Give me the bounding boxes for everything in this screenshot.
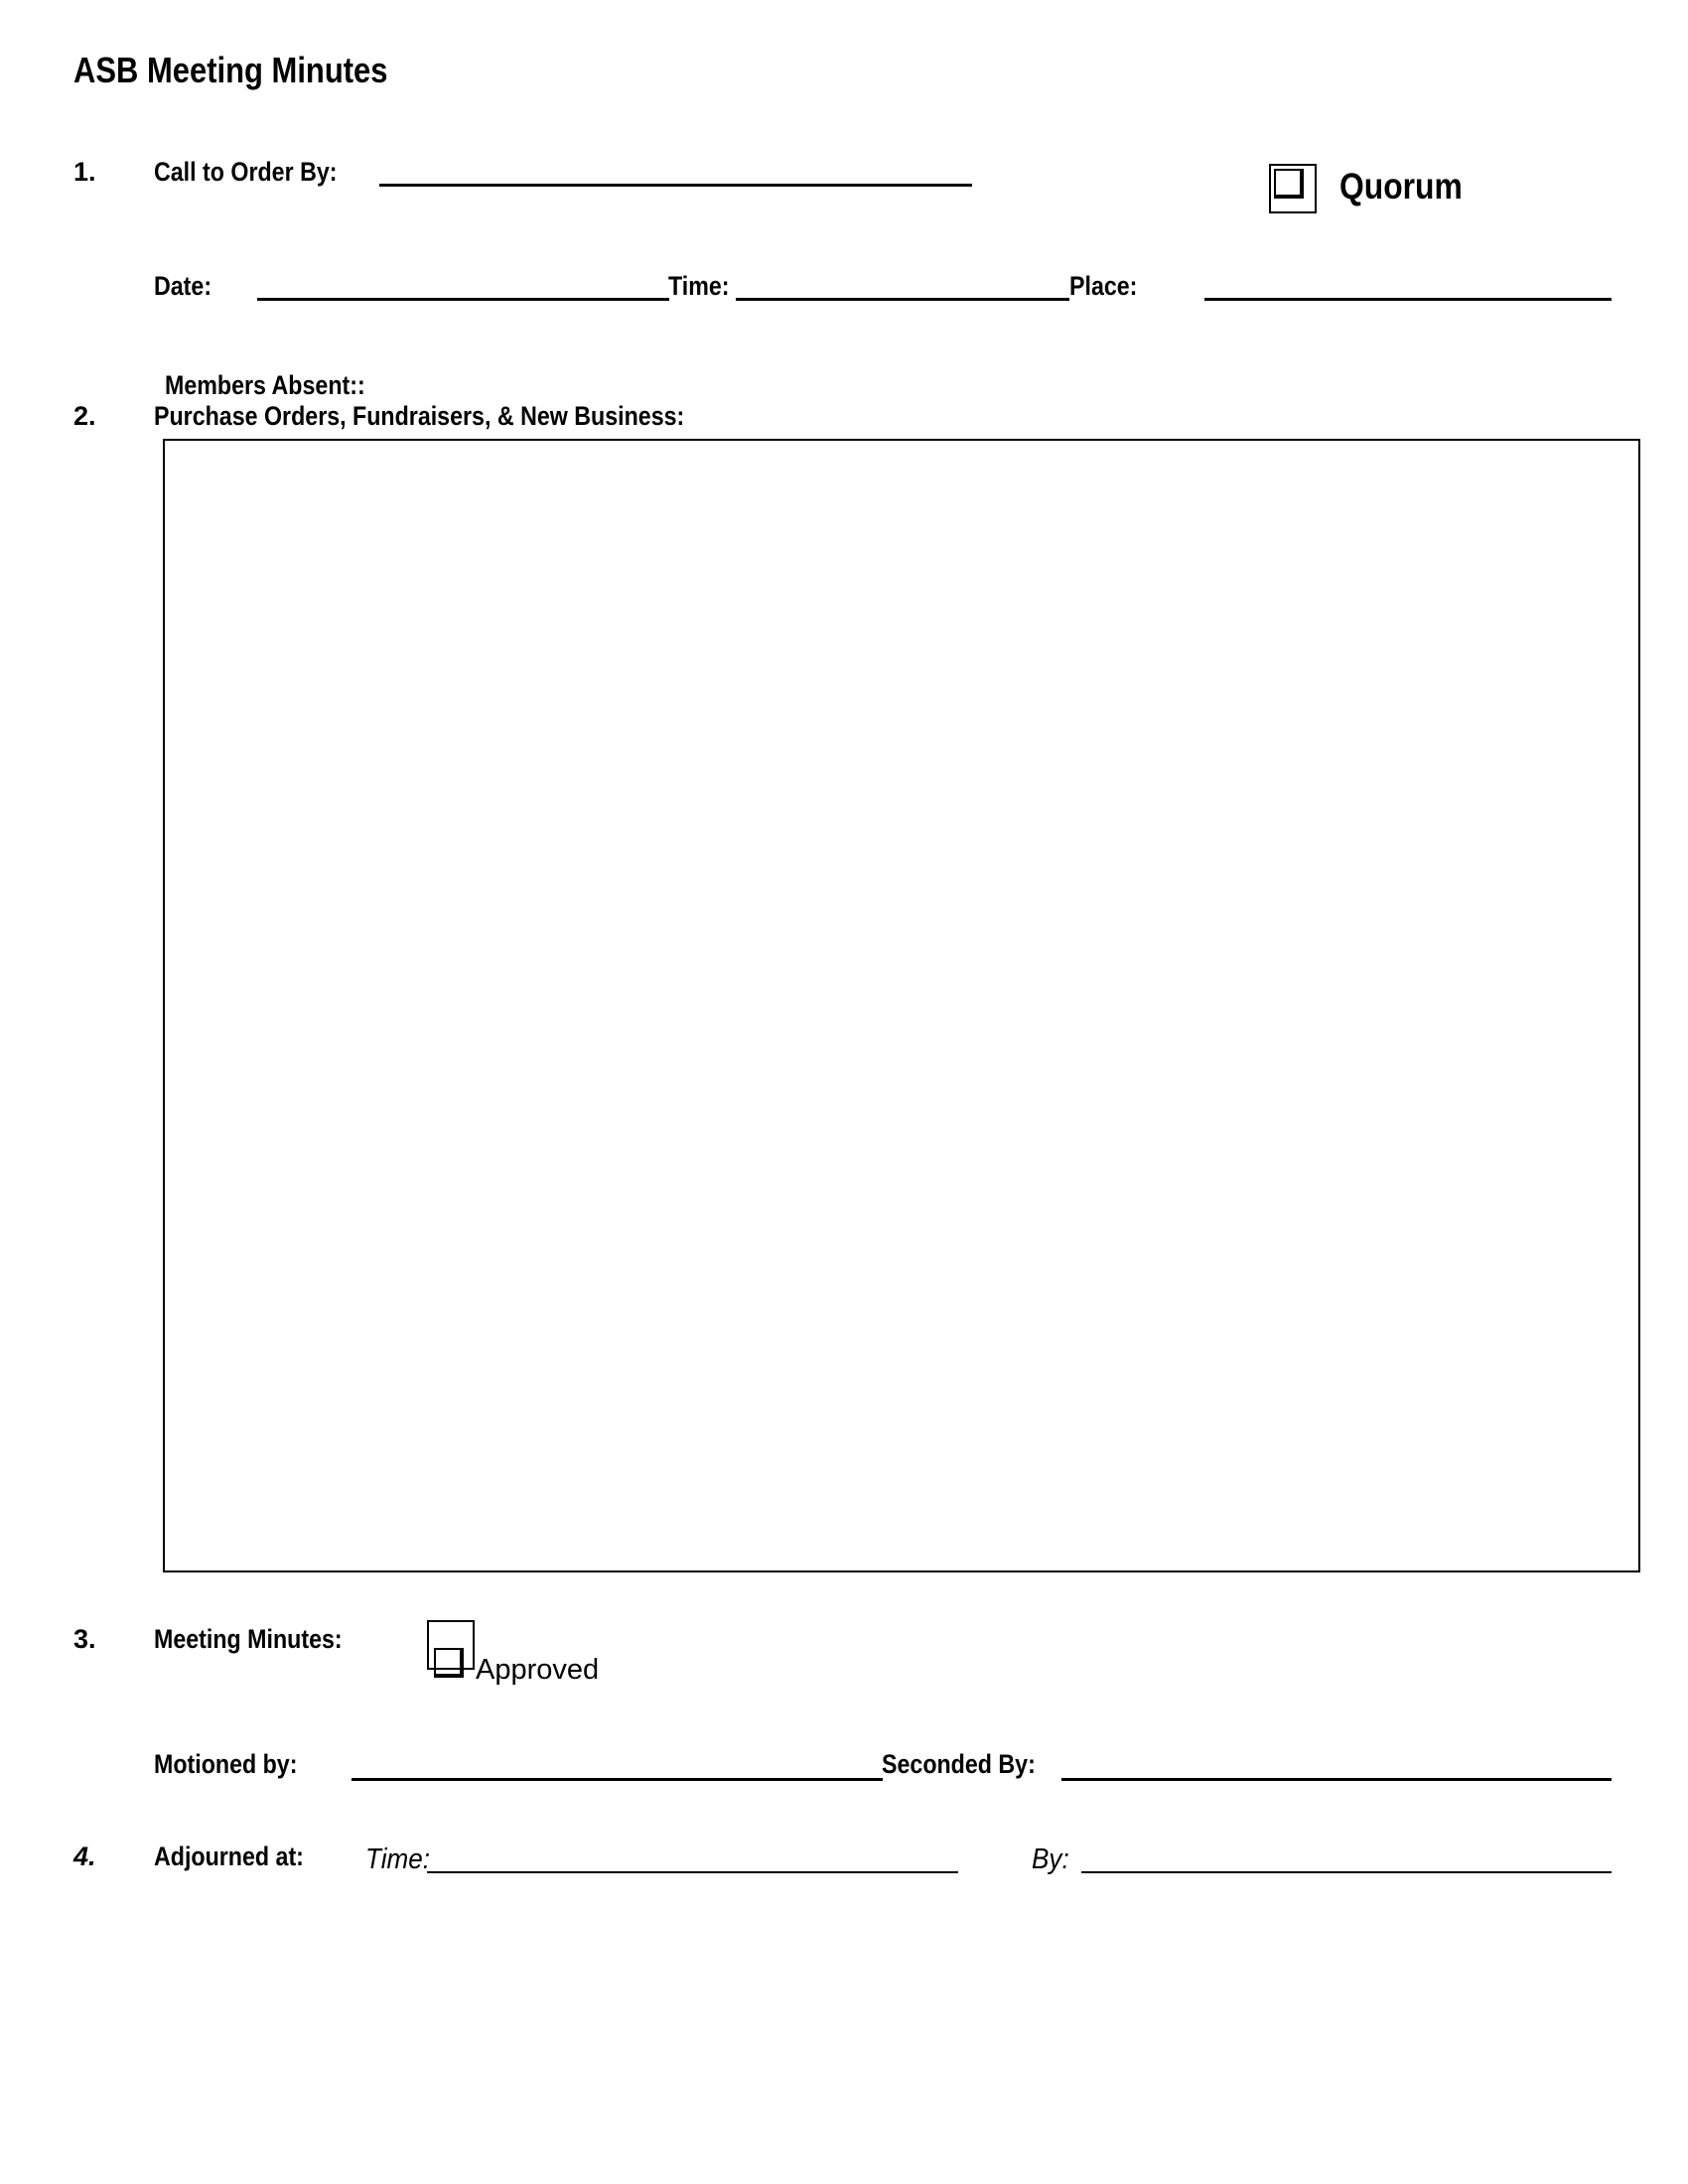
date-field[interactable]: [257, 298, 669, 301]
date-label: Date:: [154, 271, 212, 301]
motioned-by-field[interactable]: [352, 1778, 883, 1781]
call-to-order-field[interactable]: [379, 184, 972, 187]
checkbox-icon: [1274, 169, 1304, 199]
section-4-number: 4.: [73, 1842, 96, 1871]
time-field[interactable]: [736, 298, 1069, 301]
adjourned-time-field[interactable]: [427, 1871, 958, 1873]
adjourned-time-label: Time:: [365, 1843, 431, 1875]
section-2-label: Purchase Orders, Fundraisers, & New Business:: [154, 401, 685, 431]
motioned-by-label: Motioned by:: [154, 1749, 298, 1779]
section-2-number: 2.: [73, 401, 96, 431]
place-label: Place:: [1069, 271, 1138, 301]
quorum-label: Quorum: [1339, 166, 1463, 206]
quorum-checkbox[interactable]: [1269, 164, 1317, 213]
seconded-by-field[interactable]: [1061, 1778, 1612, 1781]
seconded-by-label: Seconded By:: [882, 1749, 1036, 1779]
checkbox-icon: [434, 1648, 464, 1678]
place-field[interactable]: [1204, 298, 1612, 301]
meeting-minutes-label: Meeting Minutes:: [154, 1624, 343, 1654]
approved-checkbox[interactable]: [427, 1620, 475, 1670]
time-label: Time:: [668, 271, 730, 301]
new-business-notes-box[interactable]: [163, 439, 1640, 1572]
members-absent-label: Members Absent::: [165, 370, 365, 400]
page-title: ASB Meeting Minutes: [73, 50, 388, 90]
adjourned-by-label: By:: [1032, 1843, 1069, 1875]
adjourned-by-field[interactable]: [1081, 1871, 1612, 1873]
section-3-number: 3.: [73, 1624, 96, 1654]
approved-label: Approved: [476, 1654, 600, 1686]
section-1-number: 1.: [73, 157, 96, 187]
adjourned-at-label: Adjourned at:: [154, 1842, 304, 1871]
call-to-order-label: Call to Order By:: [154, 157, 338, 187]
